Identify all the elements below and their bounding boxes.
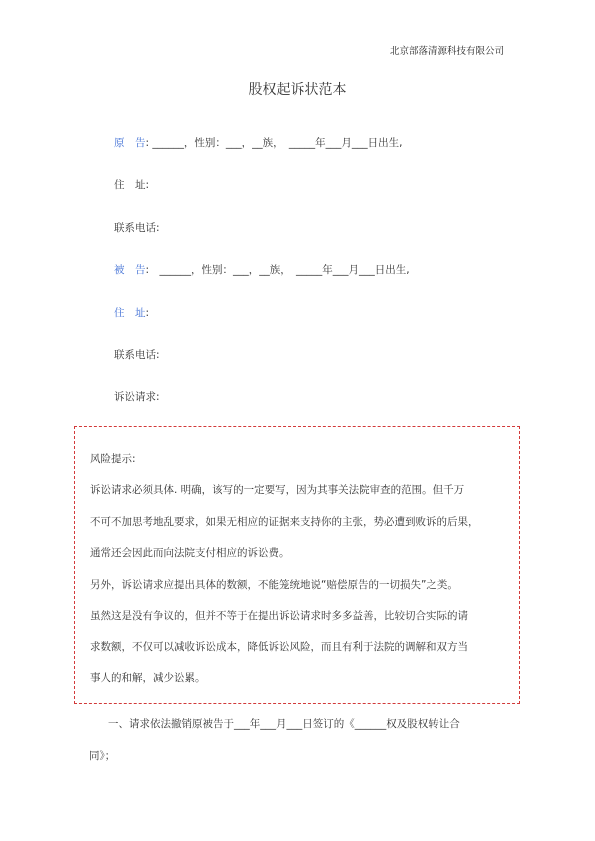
company-name: 北京部落清源科技有限公司: [389, 46, 504, 57]
risk-warning-box: [74, 426, 520, 704]
risk-text-line: 虽然这是没有争议的，但并不等于在提出诉讼请求时多多益善，比较切合实际的请: [90, 610, 468, 622]
claim-item-line: 同》；: [89, 750, 116, 762]
risk-title: 风险提示:: [90, 453, 136, 465]
risk-text-line: 求数额，不仅可以减收诉讼成本，降低诉讼风险，而且有利于法院的调解和双方当: [90, 641, 468, 653]
claim-item-line: 一、请求依法撤销原被告于___年___月___日签订的《______权及股权转让合: [108, 718, 460, 730]
plaintiff-line: [114, 135, 402, 150]
plaintiff-details: : ______，性别：___，__族， _____年___月___日出生,: [145, 137, 403, 149]
defendant-details: : ______，性别：___，__族， _____年___月___日出生,: [145, 264, 410, 276]
risk-text-line: 事人的和解，减少讼累。: [90, 672, 206, 684]
defendant-address-colon: :: [145, 307, 150, 319]
defendant-label: 被 告: [114, 264, 146, 276]
defendant-phone: 联系电话:: [114, 349, 160, 361]
defendant-address-label: 住 址: [114, 307, 146, 319]
risk-text-line: 另外，诉讼请求应提出具体的数额，不能笼统地说“赔偿原告的一切损失”之类。: [90, 579, 458, 591]
plaintiff-address: 住 址:: [114, 179, 150, 191]
claims-label: 诉讼请求:: [114, 391, 160, 403]
risk-text-line: 诉讼请求必须具体. 明确，该写的一定要写，因为其事关法院审查的范围。但千万: [90, 484, 465, 496]
plaintiff-label: 原 告: [114, 137, 146, 149]
defendant-address: [114, 305, 149, 320]
defendant-line: [114, 262, 410, 277]
risk-text-line: 不可不加思考地乱要求，如果无相应的证据来支持你的主张，势必遭到败诉的后果，: [90, 516, 479, 528]
document-title: 股权起诉状范本: [248, 82, 347, 98]
plaintiff-phone: 联系电话:: [114, 222, 160, 234]
risk-text-line: 通常还会因此而向法院支付相应的诉讼费。: [90, 547, 290, 559]
